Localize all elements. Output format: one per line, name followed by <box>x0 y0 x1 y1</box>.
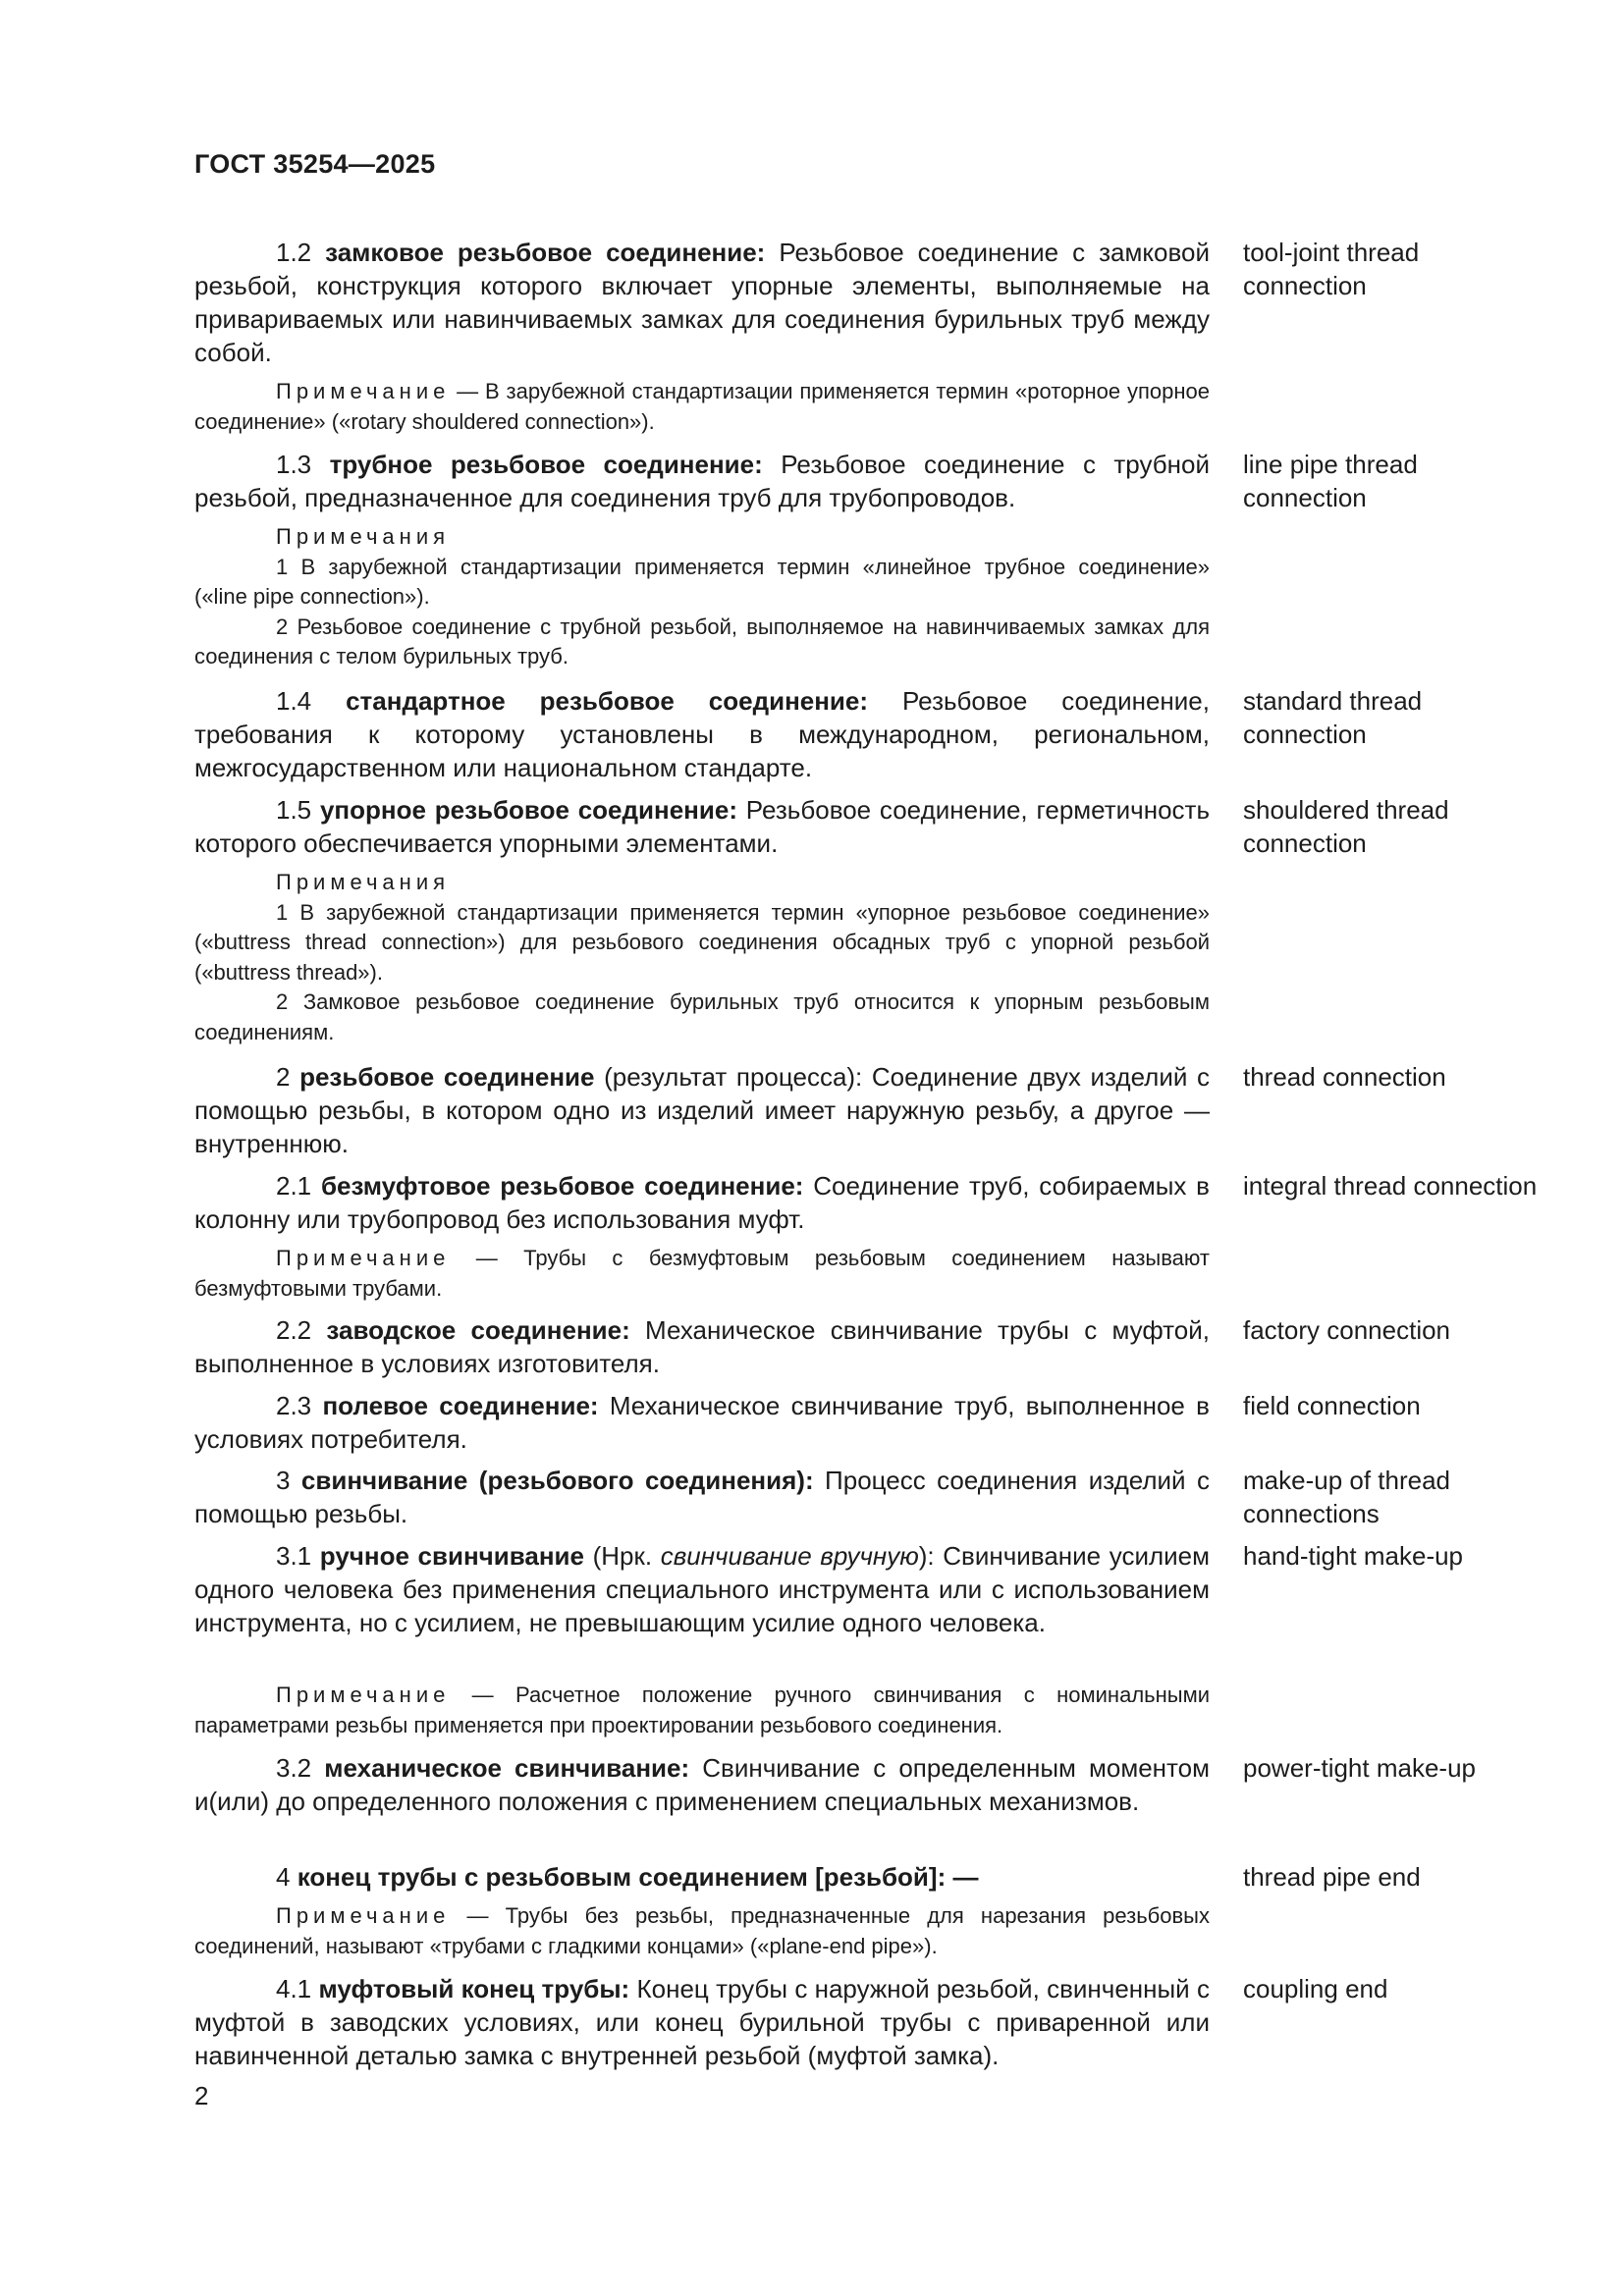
term-english: field connection <box>1243 1391 1421 1420</box>
term-definition <box>194 1464 1210 1530</box>
term-number: 1.5 <box>276 795 312 825</box>
document-header: ГОСТ 35254—2025 <box>194 149 436 179</box>
term-english: thread connection <box>1243 1062 1446 1092</box>
term-text: Конец трубы с наружной резьбой, свинченный с муфтой в заводских условиях, или конец бурильной трубы с приваренной или навинченной деталью замка с внутренней резьбой (муфтой замка). <box>194 1974 1210 2070</box>
term-text: Резьбовое соединение с трубной резьбой, предназначенное для соединения труб для трубопроводов. <box>194 450 1211 512</box>
term-definition <box>194 684 1210 784</box>
term-number: 2 <box>276 1062 291 1092</box>
term-english: factory connection <box>1243 1315 1451 1345</box>
term-number: 1.2 <box>276 238 312 267</box>
note-text: — В зарубежной стандартизации применяется термин «роторное упорное соединение» («rotary shouldered connection»). <box>194 379 1210 434</box>
term-text: (результат процесса): Соединение двух изделий с помощью резьбы, в котором одно из изделий имеет наружную резьбу, а другое — внутреннюю. <box>194 1062 1210 1158</box>
term-text: Соединение труб, собираемых в колонну или трубопровод без использования муфт. <box>194 1171 1210 1234</box>
term-number: 3.2 <box>276 1753 312 1783</box>
term-name: стандартное резьбовое соединение: <box>346 686 869 716</box>
term-deprecated: свинчивание вручную <box>660 1541 919 1571</box>
note-item: 1 В зарубежной стандартизации применяется термин «линейное трубное соединение» («line pipe connection»). <box>194 554 1210 609</box>
term-note <box>194 377 1210 437</box>
term-number: 4 <box>276 1862 291 1892</box>
note-item: 2 Резьбовое соединение с трубной резьбой, выполняемое на навинчиваемых замках для соединения с телом бурильных труб. <box>194 614 1210 668</box>
term-number: 4.1 <box>276 1974 312 2003</box>
note-item: 2 Замковое резьбовое соединение бурильных труб относится к упорным резьбовым соединениям. <box>194 989 1210 1044</box>
page-number: 2 <box>194 2081 209 2110</box>
term-text: Свинчивание с определенным моментом и(или) до определенного положения с применением специальных механизмов. <box>194 1753 1210 1816</box>
note-title: Примечание <box>276 379 451 403</box>
notes-title: Примечания <box>276 870 451 894</box>
term-number: 2.1 <box>276 1171 312 1201</box>
term-definition <box>194 448 1210 514</box>
term-definition <box>194 1972 1210 2072</box>
term-english: integral thread connection <box>1243 1171 1538 1201</box>
term-definition <box>194 1389 1210 1456</box>
notes-title: Примечания <box>276 524 451 549</box>
term-english: standard thread connection <box>1243 686 1423 749</box>
term-text: Механическое свинчивание труб, выполненное в условиях потребителя. <box>194 1391 1210 1454</box>
term-definition <box>194 1751 1210 1818</box>
term-definition <box>194 1539 1210 1639</box>
term-definition <box>194 1060 1210 1160</box>
term-english: coupling end <box>1243 1974 1388 2003</box>
term-english: power-tight make-up <box>1243 1753 1476 1783</box>
term-definition <box>194 236 1210 369</box>
term-number: 3.1 <box>276 1541 312 1571</box>
term-english: make-up of thread connections <box>1243 1466 1451 1528</box>
term-definition <box>194 1860 1210 1894</box>
term-note <box>194 1681 1210 1740</box>
term-english: line pipe thread connection <box>1243 450 1418 512</box>
note-text: — Трубы с безмуфтовым резьбовым соединением называют безмуфтовыми трубами. <box>194 1246 1210 1301</box>
term-name: полевое соединение: <box>322 1391 599 1420</box>
note-title: Примечание <box>276 1682 451 1707</box>
note-title: Примечание <box>276 1903 451 1928</box>
term-note <box>194 1901 1210 1961</box>
note-item: 1 В зарубежной стандартизации применяется термин «упорное резьбовое соединение» («buttress thread connection») для резьбового соединения обсадных труб с упорной резьбой («buttress thread»). <box>194 899 1210 985</box>
term-name: свинчивание (резьбового соединения): <box>300 1466 814 1495</box>
term-definition <box>194 1313 1210 1380</box>
term-definition <box>194 793 1210 860</box>
note-text: — Трубы без резьбы, предназначенные для нарезания резьбовых соединений, называют «трубами с гладкими концами» («plane-end pipe»). <box>194 1903 1210 1958</box>
term-name: механическое свинчивание: <box>324 1753 690 1783</box>
term-text-prefix: (Нрк. <box>584 1541 661 1571</box>
term-name: ручное свинчивание <box>319 1541 584 1571</box>
term-english: thread pipe end <box>1243 1862 1421 1892</box>
term-number: 1.3 <box>276 450 312 479</box>
term-english: tool-joint thread connection <box>1243 238 1420 300</box>
term-english: shouldered thread connection <box>1243 795 1449 858</box>
term-text: Резьбовое соединение, требования к которому установлены в международном, региональном, межгосударственном или национальном стандарте. <box>194 686 1210 782</box>
term-name: трубное резьбовое соединение: <box>329 450 763 479</box>
term-notes <box>194 522 1210 672</box>
term-number: 3 <box>276 1466 291 1495</box>
term-english: hand-tight make-up <box>1243 1541 1464 1571</box>
term-text: Резьбовое соединение с замковой резьбой, конструкция которого включает упорные элементы, выполняемые на привариваемых или навинчиваемых замках для соединения бурильных труб между собой. <box>194 238 1210 367</box>
term-text: Механическое свинчивание трубы с муфтой, выполненное в условиях изготовителя. <box>194 1315 1210 1378</box>
term-definition <box>194 1169 1210 1236</box>
term-note <box>194 1244 1210 1304</box>
note-text: — Расчетное положение ручного свинчивания с номинальными параметрами резьбы применяется при проектировании резьбового соединения. <box>194 1682 1210 1737</box>
term-name: резьбовое соединение <box>299 1062 595 1092</box>
term-text: Резьбовое соединение, герметичность которого обеспечивается упорными элементами. <box>194 795 1211 858</box>
term-text: ): Свинчивание усилием одного человека без применения специального инструмента или с использованием инструмента, но с усилием, не превышающим усилие одного человека. <box>194 1541 1210 1637</box>
term-notes <box>194 868 1210 1047</box>
term-name: конец трубы с резьбовым соединением [резьбой]: — <box>297 1862 979 1892</box>
term-name: заводское соединение: <box>326 1315 630 1345</box>
term-number: 2.2 <box>276 1315 312 1345</box>
note-title: Примечание <box>276 1246 451 1270</box>
term-number: 1.4 <box>276 686 312 716</box>
term-name: замковое резьбовое соединение: <box>325 238 766 267</box>
term-number: 2.3 <box>276 1391 312 1420</box>
term-name: упорное резьбовое соединение: <box>319 795 737 825</box>
term-name: муфтовый конец трубы: <box>318 1974 630 2003</box>
term-name: безмуфтовое резьбовое соединение: <box>320 1171 804 1201</box>
term-text: Процесс соединения изделий с помощью резьбы. <box>194 1466 1210 1528</box>
